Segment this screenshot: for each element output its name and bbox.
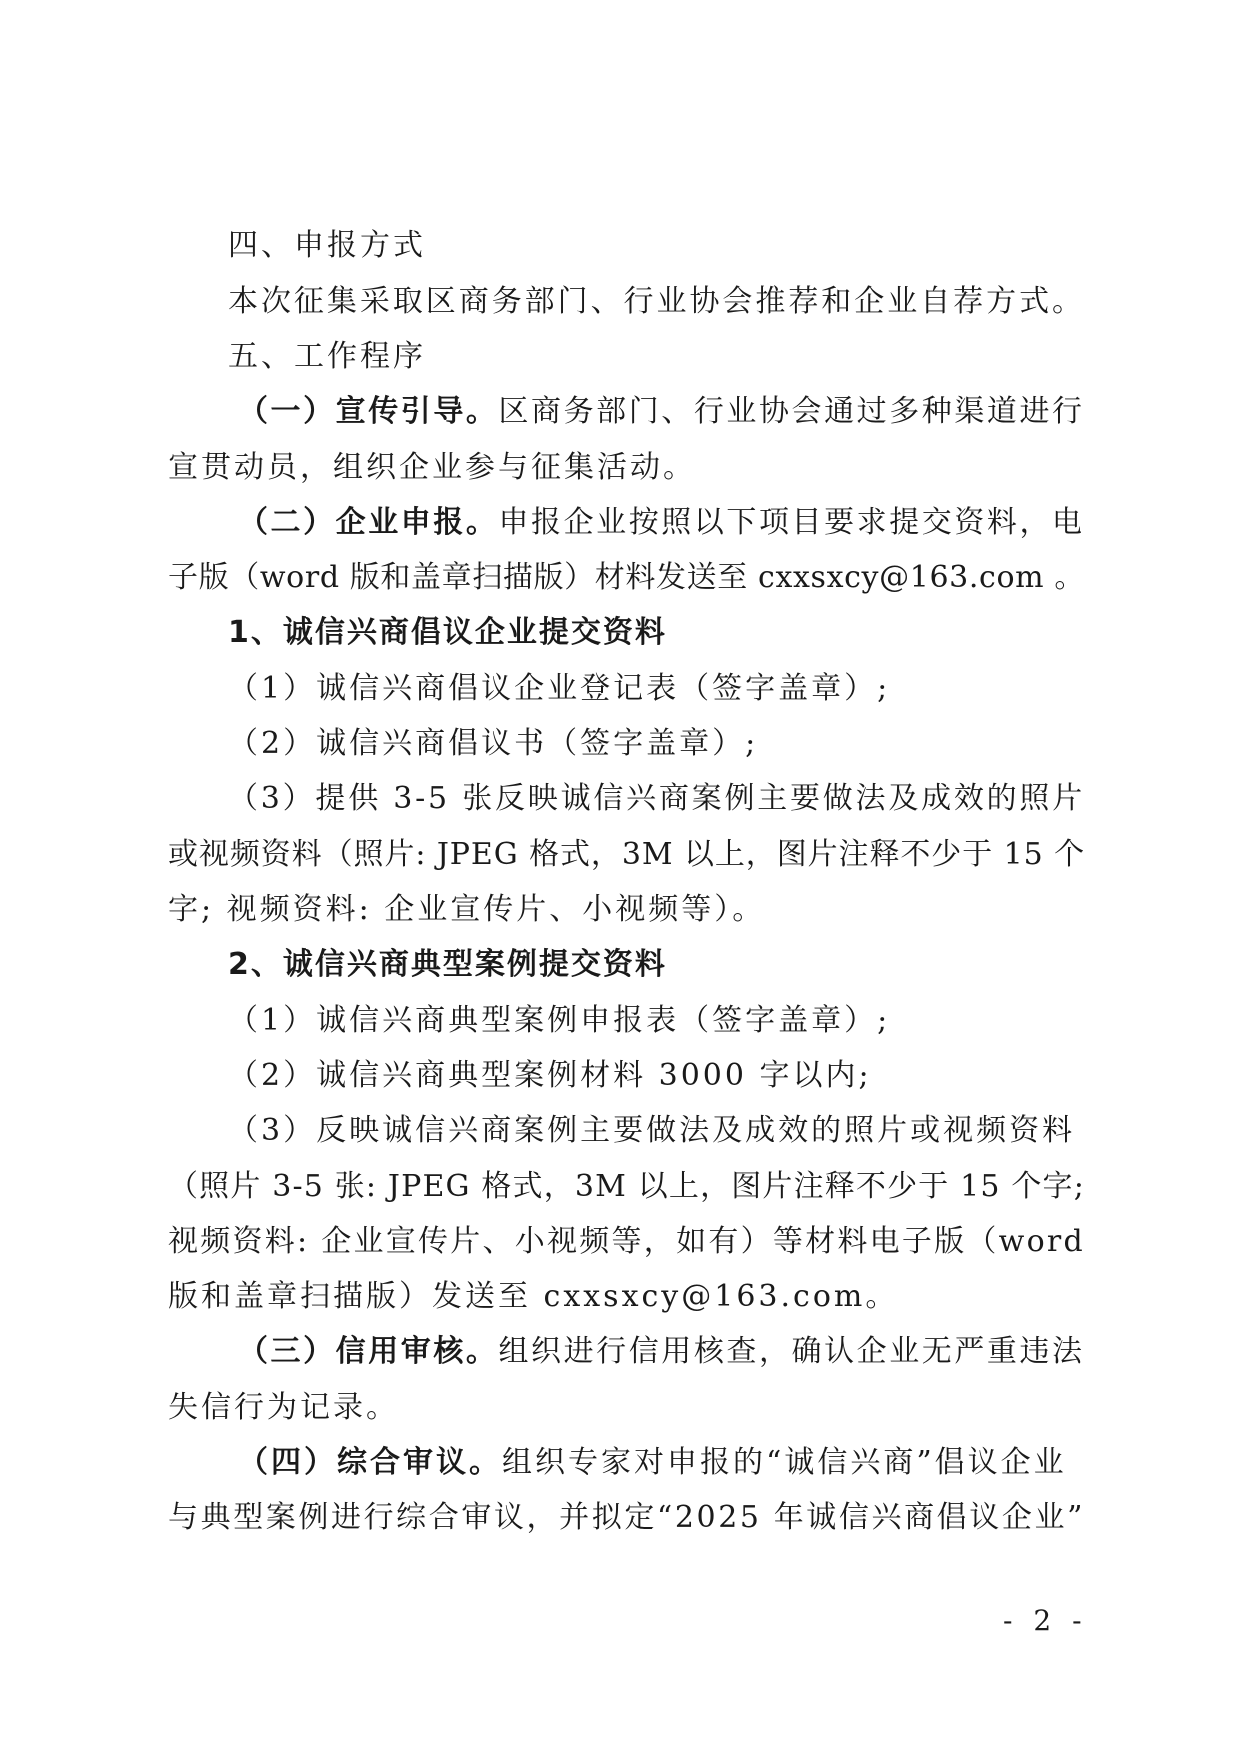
item-1-a: （1）诚信兴商倡议企业登记表（签字盖章）; <box>228 671 891 706</box>
paragraph-1-text: 区商务部门、行业协会通过多种渠道进行 <box>498 394 1085 429</box>
item-1-c-line-3: 字; 视频资料: 企业宣传片、小视频等）。 <box>168 892 766 927</box>
item-1-c-line-2: 或视频资料（照片: JPEG 格式，3M 以上，图片注释不少于 15 个 <box>168 837 1085 872</box>
item-1-heading: 1、诚信兴商倡议企业提交资料 <box>228 615 667 650</box>
item-1-b: （2）诚信兴商倡议书（签字盖章）; <box>228 726 759 761</box>
item-2-a: （1）诚信兴商典型案例申报表（签字盖章）; <box>228 1003 891 1038</box>
paragraph-1 <box>238 392 1085 432</box>
paragraph-4-lead: （四）综合审议。 <box>238 1445 502 1480</box>
paragraph-4-continuation: 与典型案例进行综合审议，并拟定“2025 年诚信兴商倡议企业” <box>168 1500 1085 1535</box>
section-heading-4: 四、申报方式 <box>228 228 426 263</box>
item-2-c-line-2: （照片 3-5 张: JPEG 格式，3M 以上，图片注释不少于 15 个字; <box>168 1169 1085 1204</box>
section-heading-5: 五、工作程序 <box>228 339 426 374</box>
item-2-b: （2）诚信兴商典型案例材料 3000 字以内; <box>228 1058 872 1093</box>
paragraph-3-lead: （三）信用审核。 <box>238 1334 499 1369</box>
paragraph-2-lead: （二）企业申报。 <box>238 505 499 540</box>
paragraph-4 <box>238 1443 1067 1483</box>
paragraph-2-continuation: 子版（word 版和盖章扫描版）材料发送至 cxxsxcy@163.com 。 <box>168 560 1085 595</box>
paragraph-4-text: 组织专家对申报的“诚信兴商”倡议企业 <box>502 1445 1067 1480</box>
item-2-c: （3）反映诚信兴商案例主要做法及成效的照片或视频资料 <box>228 1113 1076 1148</box>
item-1-c: （3）提供 3-5 张反映诚信兴商案例主要做法及成效的照片 <box>228 781 1085 816</box>
paragraph-1-continuation: 宣贯动员，组织企业参与征集活动。 <box>168 450 696 485</box>
paragraph-3-continuation: 失信行为记录。 <box>168 1390 399 1425</box>
paragraph-2 <box>238 503 1085 543</box>
paragraph-3-text: 组织进行信用核查，确认企业无严重违法 <box>498 1334 1085 1369</box>
paragraph-2-text: 申报企业按照以下项目要求提交资料，电 <box>498 505 1085 540</box>
paragraph-3 <box>238 1332 1085 1372</box>
item-2-c-line-3: 视频资料: 企业宣传片、小视频等，如有）等材料电子版（word <box>168 1224 1085 1259</box>
item-2-heading: 2、诚信兴商典型案例提交资料 <box>228 947 667 982</box>
item-2-c-line-4: 版和盖章扫描版）发送至 cxxsxcy@163.com。 <box>168 1279 899 1314</box>
section-4-body: 本次征集采取区商务部门、行业协会推荐和企业自荐方式。 <box>228 284 1085 319</box>
page-number: - 2 - <box>1003 1604 1088 1637</box>
paragraph-1-lead: （一）宣传引导。 <box>238 394 499 429</box>
